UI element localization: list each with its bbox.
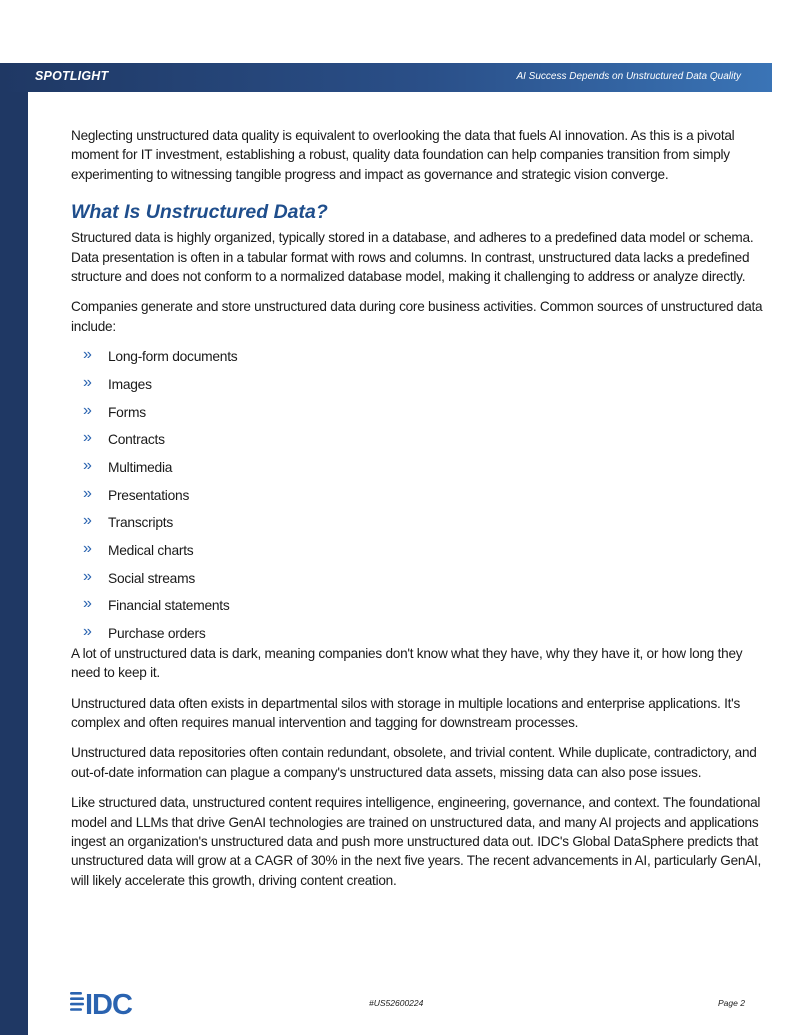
paragraph-sources-intro: Companies generate and store unstructured data during core business activities. Common sources of unstructured data include: [71,299,763,334]
document-title: AI Success Depends on Unstructured Data Quality [516,71,741,82]
chevron-bullet-icon: » [83,457,92,474]
list-item-label: Medical charts [108,543,194,559]
sources-list [83,346,771,654]
list-item [83,595,771,626]
list-item-label: Transcripts [108,515,173,531]
list-item [83,567,771,599]
main-content [71,126,771,901]
list-item [83,401,771,433]
left-sidebar-stripe [0,63,28,1035]
logo-text: IDC [85,989,132,1018]
chevron-bullet-icon: » [83,346,92,364]
intro-paragraph: Neglecting unstructured data quality is equivalent to overlooking the data that fuels AI innovation. As this is a pivotal moment for IT investment, establishing a robust, quality data foundation can help companies transition from simply experimenting to witnessing tangible progress and impact as governance and strategic vision converge. [71,128,735,182]
section-label: SPOTLIGHT [35,69,109,83]
list-item-label: Long-form documents [108,349,238,365]
list-item [83,457,771,488]
paragraph-repositories: Unstructured data repositories often contain redundant, obsolete, and trivial content. While duplicate, contradictory, and out-of-date information can plague a company's unstructured data assets, missing data can also pose issues. [71,745,757,780]
document-id: #US52600224 [369,998,424,1008]
chevron-bullet-icon: » [83,540,92,558]
idc-logo [70,988,160,1023]
list-item [83,512,771,543]
list-item [83,429,771,460]
chevron-bullet-icon: » [83,401,92,419]
paragraph-dark-data: A lot of unstructured data is dark, meaning companies don't know what they have, why they have it, or how long they need to keep it. [71,645,743,681]
list-item [83,373,771,405]
list-item-label: Financial statements [108,598,230,614]
list-item-label: Images [108,376,152,392]
header-banner [0,63,772,92]
list-item [83,484,771,516]
list-item-label: Contracts [108,432,165,448]
section-heading: What Is Unstructured Data? [71,201,328,224]
list-item-label: Multimedia [108,460,173,475]
list-item-label: Forms [108,404,146,420]
list-item [83,346,771,377]
chevron-bullet-icon: » [83,429,92,447]
list-item [83,540,771,571]
chevron-bullet-icon: » [83,623,92,641]
chevron-bullet-icon: » [83,567,92,585]
list-item-label: Social streams [108,570,195,586]
paragraph-structured-data: Structured data is highly organized, typically stored in a database, and adheres to a predefined data model or schema. Data presentation is often in a tabular format with rows and columns. In contrast, unstructured data lacks a predefined structure and does not conform to a normalized database model, making it challenging to address or analyze directly. [71,230,754,285]
list-item-label: Purchase orders [108,626,206,642]
chevron-bullet-icon: » [83,373,92,391]
list-item-label: Presentations [108,487,190,503]
page-number: Page 2 [718,998,745,1008]
chevron-bullet-icon: » [83,595,92,613]
paragraph-growth: Like structured data, unstructured content requires intelligence, engineering, governance, and context. The foundational model and LLMs that drive GenAI technologies are trained on unstructured data, and many AI projects and applications ingest an organization's unstructured data and push more unstructured data out. IDC's Global DataSphere predicts that unstructured data will grow at a CAGR of 30% in the next five years. The recent advancements in AI, particularly GenAI, will likely accelerate this growth, driving content creation. [71,795,762,888]
chevron-bullet-icon: » [83,484,92,502]
chevron-bullet-icon: » [83,512,92,530]
paragraph-silos: Unstructured data often exists in departmental silos with storage in multiple locations and enterprise applications. It's complex and often requires manual intervention and tagging for downstream processes. [71,695,741,731]
